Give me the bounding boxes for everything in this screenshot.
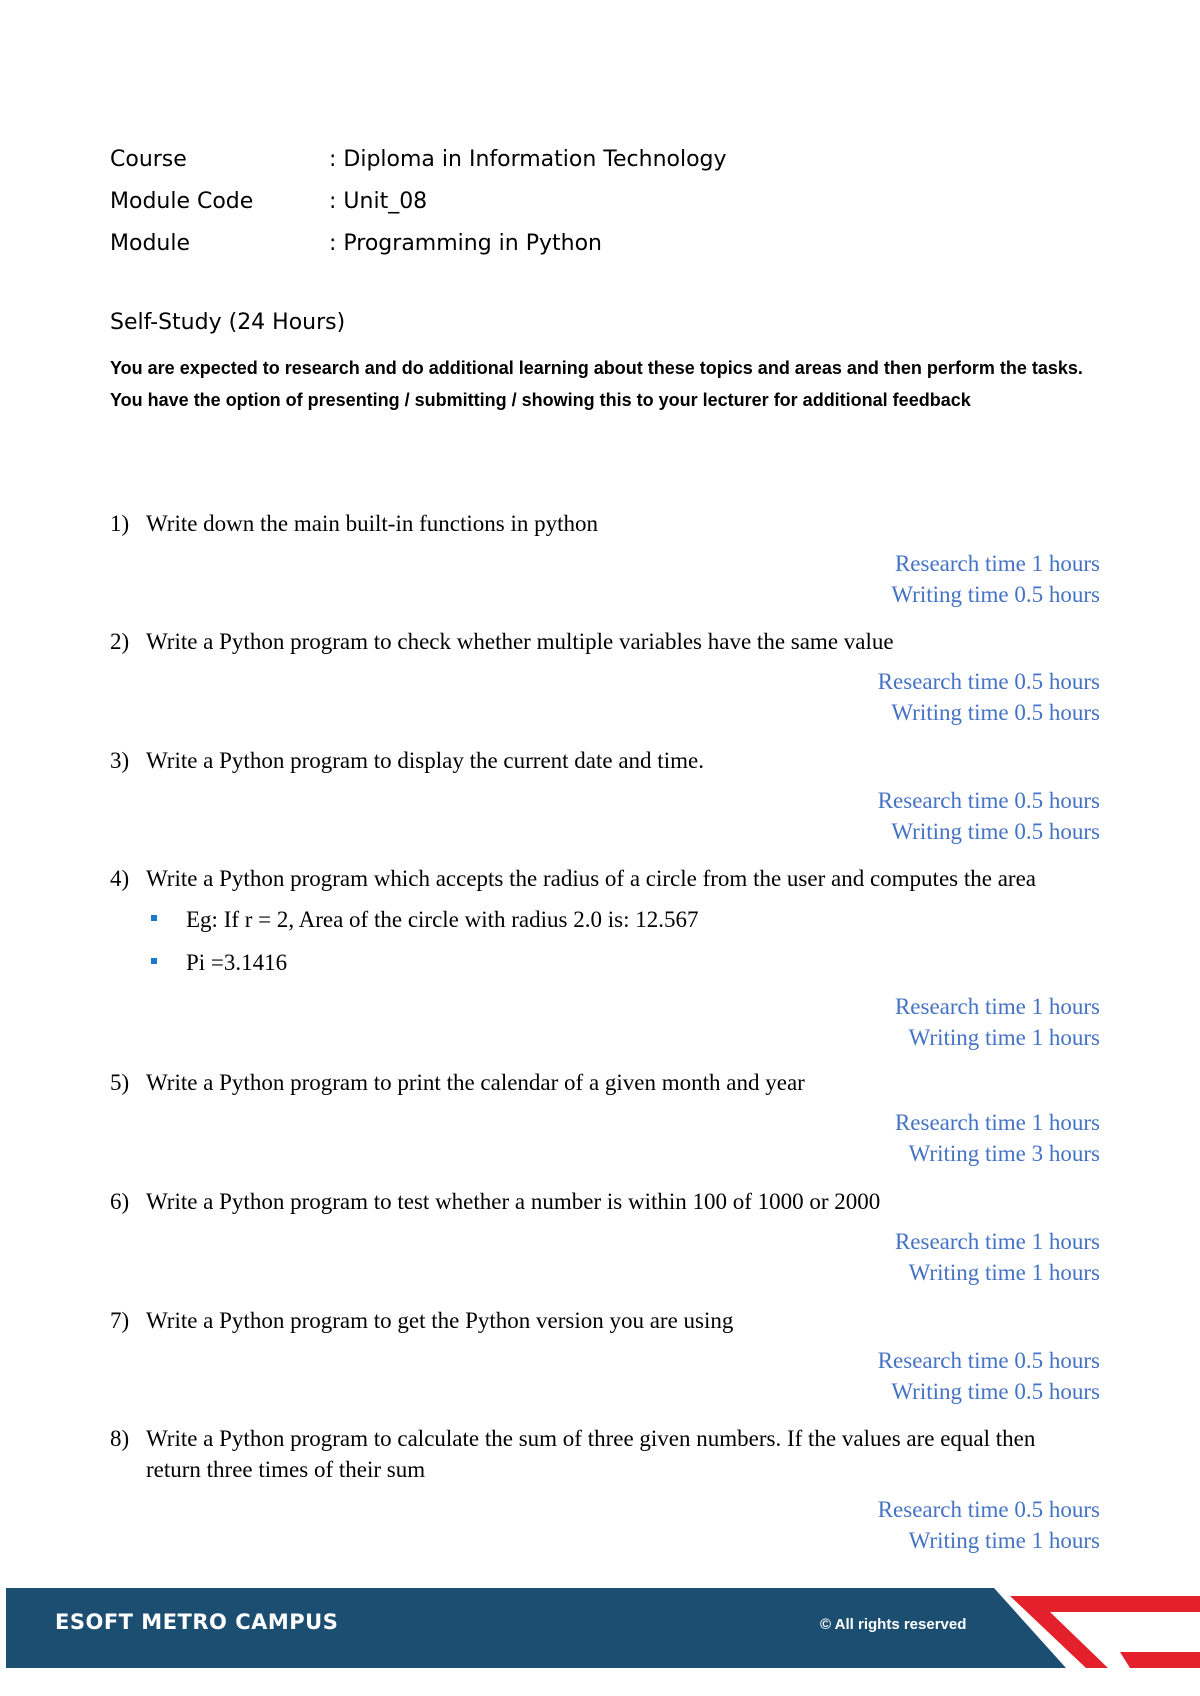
bullet-item [186,941,1100,984]
task-times [895,991,1100,1053]
course-label: Course [110,147,187,172]
task-number: 1) [110,511,130,536]
task-bullets [186,898,1100,984]
task-item [110,1186,1100,1285]
task-item [110,626,1100,725]
instruction-line: You have the option of presenting / submitting / showing this to your lecturer for additional feedback [110,390,971,410]
task-text: Write a Python program to calculate the sum of three given numbers. If the values are equal then [146,1426,1036,1451]
square-bullet-icon [151,915,157,921]
task-number: 6) [110,1189,130,1214]
task-item [110,1305,1100,1404]
writing-time: Writing time 1 hours [908,1025,1100,1050]
self-study-heading: Self-Study (24 Hours) [110,310,346,335]
task-question [110,863,1100,894]
task-question [110,626,1100,657]
bullet-text: Eg: If r = 2, Area of the circle with radius 2.0 is: 12.567 [186,907,699,932]
task-number: 3) [110,748,130,773]
writing-time: Writing time 1 hours [908,1528,1100,1553]
task-text: Write a Python program to check whether multiple variables have the same value [146,629,894,654]
task-times [895,1226,1100,1288]
instruction-line: You are expected to research and do additional learning about these topics and areas and then perform the tasks. [110,358,1083,378]
task-question [110,1305,1100,1336]
footer-banner [0,1588,1200,1668]
task-times [895,1107,1100,1169]
research-time: Research time 0.5 hours [877,1348,1100,1373]
task-number: 4) [110,866,130,891]
writing-time: Writing time 1 hours [908,1260,1100,1285]
task-item [110,863,1100,1050]
task-number: 8) [110,1426,130,1451]
task-question [110,508,1100,539]
task-text: Write down the main built-in functions in python [146,511,598,536]
campus-logo-icon [990,1588,1200,1668]
task-times [878,785,1100,847]
writing-time: Writing time 0.5 hours [891,819,1100,844]
bullet-item [186,898,1100,941]
task-text: Write a Python program to test whether a number is within 100 of 1000 or 2000 [146,1189,881,1214]
brand-name: ESOFT METRO CAMPUS [55,1610,339,1634]
task-times [878,1345,1100,1407]
task-question [110,1067,1100,1098]
task-question [110,1423,1100,1485]
writing-time: Writing time 0.5 hours [891,582,1100,607]
task-text-continued: return three times of their sum [146,1457,426,1482]
task-times [878,1494,1100,1556]
writing-time: Writing time 3 hours [908,1141,1100,1166]
task-item [110,745,1100,844]
research-time: Research time 1 hours [894,994,1100,1019]
task-question [110,1186,1100,1217]
task-item [110,508,1100,607]
research-time: Research time 0.5 hours [877,788,1100,813]
task-question [110,745,1100,776]
module-code-value: : Unit_08 [329,189,428,214]
research-time: Research time 0.5 hours [877,1497,1100,1522]
square-bullet-icon [151,958,157,964]
task-times [878,666,1100,728]
research-time: Research time 1 hours [894,1110,1100,1135]
task-number: 2) [110,629,130,654]
module-code-label: Module Code [110,189,254,214]
task-text: Write a Python program to display the current date and time. [146,748,704,773]
task-number: 5) [110,1070,130,1095]
module-value: : Programming in Python [329,231,602,256]
task-text: Write a Python program to get the Python version you are using [146,1308,734,1333]
research-time: Research time 0.5 hours [877,669,1100,694]
research-time: Research time 1 hours [894,551,1100,576]
writing-time: Writing time 0.5 hours [891,700,1100,725]
task-text: Write a Python program to print the calendar of a given month and year [146,1070,805,1095]
research-time: Research time 1 hours [894,1229,1100,1254]
copyright-text: © All rights reserved [820,1616,967,1633]
task-text: Write a Python program which accepts the radius of a circle from the user and computes the area [146,866,1036,891]
bullet-text: Pi =3.1416 [186,950,288,975]
module-label: Module [110,231,190,256]
task-item [110,1067,1100,1166]
task-times [891,548,1100,610]
task-number: 7) [110,1308,130,1333]
writing-time: Writing time 0.5 hours [891,1379,1100,1404]
task-list [110,0,1100,1580]
task-item [110,1423,1100,1553]
course-value: : Diploma in Information Technology [329,147,727,172]
